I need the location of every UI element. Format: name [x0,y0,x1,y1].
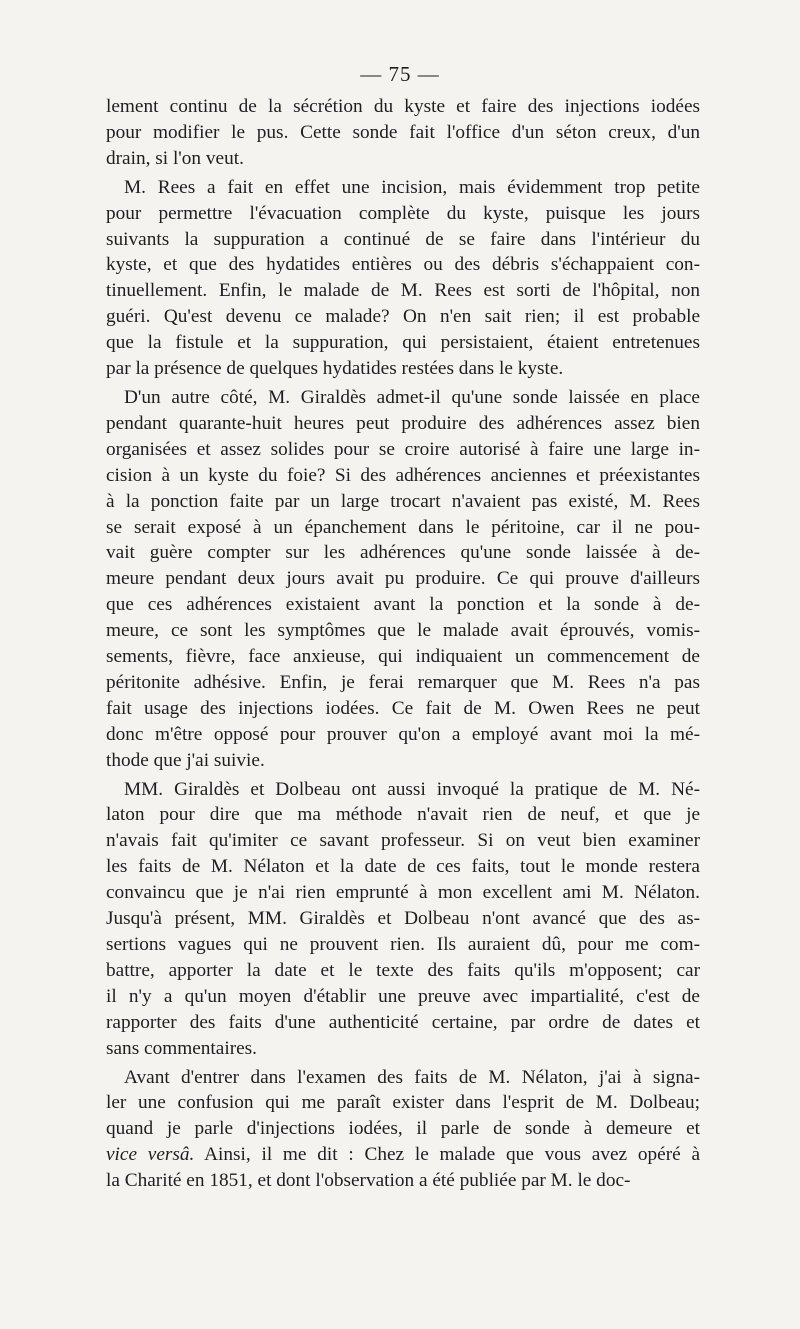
text-line: pendant quarante-huit heures peut produire des adhérences assez bien [106,412,700,434]
text-line: sans commentaires. [106,1037,257,1059]
text-line: à la ponction faite par un large trocart n'avaient pas existé, M. Rees [106,490,700,512]
page-number: — 75 — [360,62,440,86]
text-line: kyste, et que des hydatides entières ou des débris s'échappaient con- [106,254,700,276]
text-line: thode que j'ai suivie. [106,749,265,771]
paragraph [88,777,700,1062]
text-line: n'avais fait qu'imiter ce savant professeur. Si on veut bien examiner [106,830,700,852]
text-line: que la fistule et la suppuration, qui persistaient, étaient entretenues [106,332,700,354]
text-line: pour permettre l'évacuation complète du kyste, puisque les jours [106,202,700,224]
paragraph [88,1065,700,1195]
text-line: tinuellement. Enfin, le malade de M. Rees est sorti de l'hôpital, non [106,280,700,302]
text-line: pour modifier le pus. Cette sonde fait l'office d'un séton creux, d'un [106,121,700,143]
body-text [88,94,700,1194]
text-line: cision à un kyste du foie? Si des adhérences anciennes et préexistantes [106,464,700,486]
text-line: organisées et assez solides pour se croire autorisé à faire une large in- [106,438,700,460]
text-line: laton pour dire que ma méthode n'avait rien de neuf, et que je [106,804,700,826]
text-line: Avant d'entrer dans l'examen des faits de M. Nélaton, j'ai à signa- [124,1066,700,1088]
text-line: les faits de M. Nélaton et la date de ces faits, tout le monde restera [106,856,700,878]
text-line: fait usage des injections iodées. Ce fait de M. Owen Rees ne peut [106,697,700,719]
text-line: donc m'être opposé pour prouver qu'on a employé avant moi la mé- [106,723,700,745]
text-line: D'un autre côté, M. Giraldès admet-il qu'une sonde laissée en place [124,386,700,408]
text-line: péritonite adhésive. Enfin, je ferai remarquer que M. Rees n'a pas [106,671,700,693]
text-line: suivants la suppuration a continué de se faire dans l'intérieur du [106,228,700,250]
text-line: rapporter des faits d'une authenticité certaine, par ordre de dates et [106,1011,700,1033]
text-line: drain, si l'on veut. [106,147,244,169]
text-line: meure pendant deux jours avait pu produire. Ce qui prouve d'ailleurs [106,568,700,590]
text-line: M. Rees a fait en effet une incision, mais évidemment trop petite [124,176,700,198]
text-line: convaincu que je n'ai rien emprunté à mon excellent ami M. Nélaton. [106,882,700,904]
text-line: MM. Giraldès et Dolbeau ont aussi invoqué la pratique de M. Né- [124,778,700,800]
text-line: battre, apporter la date et le texte des faits qu'ils m'opposent; car [106,959,700,981]
text-line: sertions vagues qui ne prouvent rien. Ils auraient dû, pour me com- [106,934,700,955]
text-line: sements, fièvre, face anxieuse, qui indiquaient un commencement de [106,646,700,668]
text-line: la Charité en 1851, et dont l'observation a été publiée par M. le doc- [106,1170,631,1192]
text-line: lement continu de la sécrétion du kyste et faire des injections iodées [106,96,700,117]
text-line: meure, ce sont les symptômes que le malade avait éprouvés, vomis- [106,620,700,642]
text-line: il n'y a qu'un moyen d'établir une preuve avec impartialité, c'est de [106,985,700,1007]
text-line: vice versâ. Ainsi, il me dit : Chez le malade que vous avez opéré à [106,1144,701,1166]
text-line: Jusqu'à présent, MM. Giraldès et Dolbeau n'ont avancé que des as- [106,908,700,930]
text-line: vait guère compter sur les adhérences qu'une sonde laissée à de- [106,542,700,564]
paragraph [88,175,700,382]
text-line: se serait exposé à un épanchement dans le péritoine, car il ne pou- [106,516,700,538]
paragraph [88,385,700,774]
paragraph [88,94,700,172]
text-line: guéri. Qu'est devenu ce malade? On n'en sait rien; il est probable [106,306,700,328]
text-line: que ces adhérences existaient avant la ponction et la sonde à de- [106,594,700,616]
text-line: quand je parle d'injections iodées, il parle de sonde à demeure et [106,1118,700,1140]
text-line: par la présence de quelques hydatides restées dans le kyste. [106,358,564,380]
text-line: ler une confusion qui me paraît exister dans l'esprit de M. Dolbeau; [106,1092,700,1114]
